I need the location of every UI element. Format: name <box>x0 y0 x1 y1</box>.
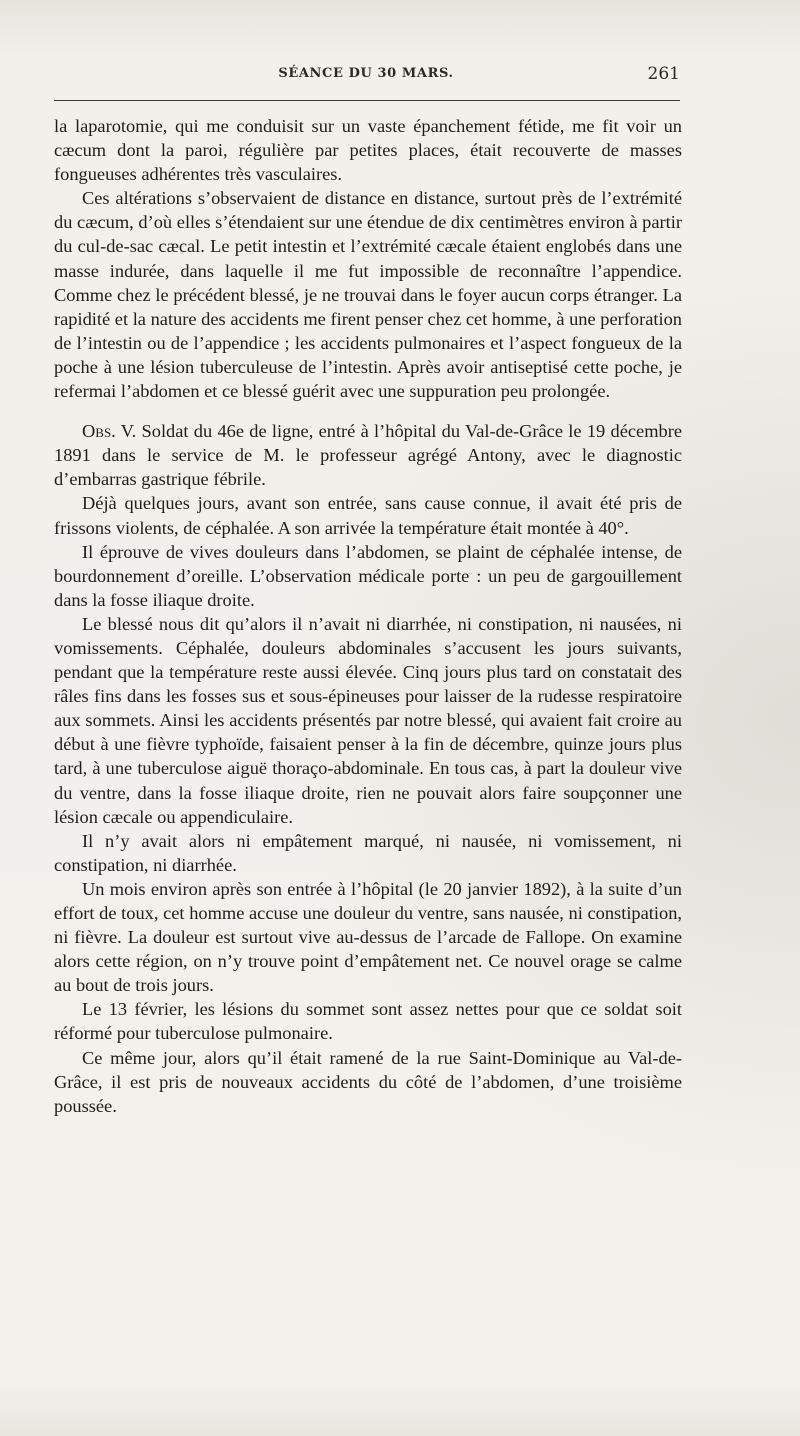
page-number: 261 <box>647 64 680 84</box>
paragraph: Il éprouve de vives douleurs dans l’abdomen, se plaint de céphalée intense, de bourdonnement d’oreille. L’observation médicale porte : un peu de gargouillement dans la fosse iliaque droite. <box>54 541 682 610</box>
paragraph: Ces altérations s’observaient de distance en distance, surtout près de l’extrémité du cæcum, d’où elles s’étendaient sur une étendue de dix centimètres environ à partir du cul-de-sac cæcal. Le petit intestin et l’extrémité cæcale étaient englobés dans une masse indurée, dans laquelle il me fut impossible de reconnaître l’appendice. Comme chez le précédent blessé, je ne trouvai dans le foyer aucun corps étranger. La rapidité et la nature des accidents me firent penser chez cet homme, à une perforation de l’intestin ou de l’appendice ; les accidents pulmonaires et l’aspect fongueux de la poche à une lésion tuberculeuse de l’intestin. Après avoir antiseptisé cette poche, je refermai l’abdomen et ce blessé guérit avec une suppuration peu prolongée. <box>54 188 682 402</box>
paragraph: Déjà quelques jours, avant son entrée, sans cause connue, il avait été pris de frissons violents, de céphalée. A son arrivée la température était montée à 40°. <box>54 493 682 538</box>
running-title: SÉANCE DU 30 MARS. <box>278 66 454 81</box>
running-head <box>52 66 680 92</box>
observation-intro-text: Soldat du 46e de ligne, entré à l’hôpital du Val-de-Grâce le 19 décembre 1891 dans le service de M. le professeur agrégé Antony, avec le diagnostic d’embarras gastrique fébrile. <box>54 421 682 490</box>
paragraph: Le blessé nous dit qu’alors il n’avait ni diarrhée, ni constipation, ni nausées, ni vomissements. Céphalée, douleurs abdominales s’accusent les jours suivants, pendant que la température reste aussi élevée. Cinq jours plus tard on constatait des râles fins dans les fosses sus et sous-épineuses pour laisser de la rudesse respiratoire aux sommets. Ainsi les accidents présentés par notre blessé, qui avaient fait croire au début à une fièvre typhoïde, faisaient penser à la fin de décembre, quinze jours plus tard, à une tuberculose aiguë thoraço-abdominale. En tous cas, à part la douleur vive du ventre, dans la fosse iliaque droite, rien ne pouvait alors faire soupçonner une lésion cæcale ou appendiculaire. <box>54 613 682 827</box>
paragraph: Il n’y avait alors ni empâtement marqué, ni nausée, ni vomissement, ni constipation, ni diarrhée. <box>54 830 682 875</box>
paragraph: Le 13 février, les lésions du sommet sont assez nettes pour que ce soldat soit réformé pour tuberculose pulmonaire. <box>54 999 682 1044</box>
header-rule <box>54 100 680 101</box>
paragraph: Un mois environ après son entrée à l’hôpital (le 20 janvier 1892), à la suite d’un effort de toux, cet homme accuse une douleur du ventre, sans nausée, ni constipation, ni fièvre. La douleur est surtout vive au-dessus de l’arcade de Fallope. On examine alors cette région, on n’y trouve point d’empâtement net. Ce nouvel orage se calme au bout de trois jours. <box>54 878 682 996</box>
observation-label: Obs. V. <box>82 421 137 442</box>
body-text <box>54 114 682 1118</box>
observation-intro <box>54 419 682 491</box>
paragraph: la laparotomie, qui me conduisit sur un vaste épanchement fétide, me fit voir un cæcum dont la paroi, régulière par petites places, était recouverte de masses fongueuses adhérentes très vasculaires. <box>54 116 682 185</box>
paragraph: Ce même jour, alors qu’il était ramené de la rue Saint-Dominique au Val-de-Grâce, il est pris de nouveaux accidents du côté de l’abdomen, d’une troisième poussée. <box>54 1047 682 1116</box>
